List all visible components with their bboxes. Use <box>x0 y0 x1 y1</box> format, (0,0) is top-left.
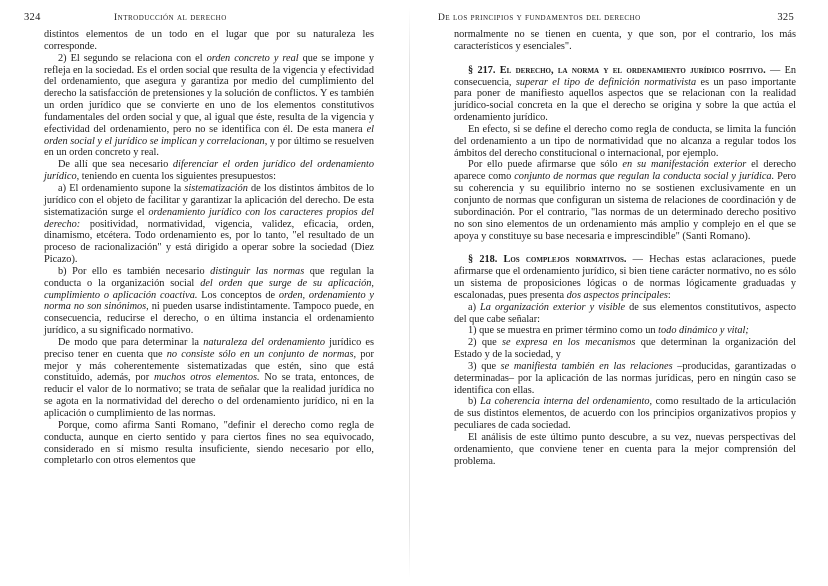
text-run: Los conceptos de <box>197 289 279 301</box>
emphasis-text: diferenciar el orden jurídico del ordenamiento jurídico <box>44 159 375 183</box>
text-run: a) <box>468 301 481 313</box>
text-run: 1) que se muestra en primer término como un <box>468 325 659 337</box>
paragraph <box>44 420 374 467</box>
paragraph <box>454 396 796 432</box>
right-page-header <box>438 11 794 25</box>
emphasis-text: se manifiesta también en las relaciones <box>500 360 673 372</box>
paragraph <box>44 53 374 160</box>
text-run: positividad, normatividad, vigencia, validez, eficacia, orden, dinamismo, etcétera. Todo ordenamiento es, por lo tanto, "el resultado de un proceso de racionalización" y está dirigido a operar sobre la sociedad (Diez Picazo). <box>44 218 374 266</box>
emphasis-text: no consiste sólo en un conjunto de normas, <box>166 348 357 360</box>
paragraph <box>454 325 796 337</box>
right-running-head: De los principios y fundamentos del derecho <box>438 13 641 23</box>
emphasis-text: naturaleza del ordenamiento <box>203 336 325 348</box>
paragraph <box>44 159 374 183</box>
paragraph <box>454 302 796 326</box>
emphasis-text: orden, ordenamiento y norma no son sinónimos, <box>44 289 374 313</box>
right-page <box>414 0 828 586</box>
paragraph <box>454 159 796 242</box>
paragraph <box>454 361 796 397</box>
text-run: 2) que <box>468 337 503 349</box>
text-run: b) <box>468 396 481 408</box>
section-217-heading-paragraph <box>454 65 796 124</box>
text-run: De allí que sea necesario <box>58 159 173 171</box>
emphasis-text: ordenamiento jurídico con los caracteres propios del derecho: <box>44 206 375 230</box>
text-run: Pero su coherencia y su equilibrio interno no se sostienen exclusivamente en un conjunto de normas que configuran un sistema de relaciones de coordinación y de subordinación. Por el contrario, "las normas de un determinado derecho positivo no son sino elementos de un ordenamiento más amplio y complejo en el que se apoya y constituye su base necesaria e imprescindible" (Santi Romano). <box>454 171 796 242</box>
text-run: de los distintos ámbitos de lo jurídico con el objeto de facilitar y garantizar la aplicación del derecho. De esta sistematización surge el <box>44 182 374 218</box>
text-run: b) Por ello es también necesario <box>58 265 211 277</box>
emphasis-text: todo dinámico y vital; <box>658 325 749 337</box>
emphasis-text: orden concreto y real <box>206 52 299 64</box>
section-heading: § 218. Los complejos normativos. <box>468 254 627 266</box>
text-run: normalmente no se tienen en cuenta, y que son, por el contrario, los más característicos y esenciales". <box>454 29 796 52</box>
text-run: — En consecuencia, <box>454 64 797 88</box>
left-running-head: Introducción al derecho <box>114 13 227 23</box>
text-run: , y por último se resuelven en un orden concreto y real. <box>44 135 374 159</box>
emphasis-text: sistematización <box>184 182 248 194</box>
paragraph <box>44 29 374 53</box>
paragraph <box>454 29 796 53</box>
text-run: a) El ordenamiento supone la <box>58 182 185 194</box>
paragraph <box>454 337 796 361</box>
left-page-number: 324 <box>24 12 41 23</box>
emphasis-text: distinguir las normas <box>210 265 305 277</box>
text-run: 3) que <box>468 360 501 372</box>
text-run: por mejor y más coherentemente sistematizadas que estén, sino que está constituido, además, por <box>44 348 374 384</box>
paragraph <box>454 432 796 468</box>
text-run: , teniendo en cuenta los siguientes presupuestos: <box>76 171 276 183</box>
emphasis-text: del orden que surge de su aplicación, cumplimiento o aplicación coactiva. <box>44 277 374 301</box>
text-run: que regulan la conducta o la organización social <box>44 265 375 289</box>
text-run: 2) El segundo se relaciona con el <box>58 52 207 64</box>
paragraph <box>44 337 374 420</box>
book-gutter <box>409 8 410 578</box>
text-run: Por ello puede afirmarse que sólo <box>468 159 623 171</box>
paragraph <box>454 124 796 160</box>
emphasis-text: conjunto de normas que regulan la conducta social y jurídica. <box>514 171 775 183</box>
emphasis-text: muchos otros elementos. <box>153 372 260 384</box>
emphasis-text: dos aspectos principales <box>566 289 668 301</box>
text-run: como resultado de la articulación de sus distintos elementos, de acuerdo con los principios organizativos propios y peculiares de cada sociedad. <box>454 396 796 432</box>
text-run: Porque, como afirma Santi Romano, "definir el derecho como regla de conducta, aunque en cierto sentido y para ciertos fines no sea equivocado, considerado en sí mismo resulta insuficiente, siendo necesario por ello, completarlo con otros elementos que <box>44 419 374 467</box>
text-run: En efecto, si se define el derecho como regla de conducta, se limita la función del ordenamiento a un tipo de normatividad que no alcanza a regular todos los ámbitos del derecho constitucional o internacional, por ejemplo. <box>454 123 796 159</box>
emphasis-text: superar el tipo de definición normativista <box>515 76 697 88</box>
text-run: ni pueden usarse indistintamente. Tampoco puede, en consecuencia, reducirse el derecho, o en última instancia el ordenamiento jurídico, a su significado normativo. <box>44 301 374 337</box>
left-page-body <box>44 29 374 467</box>
paragraph <box>44 183 374 266</box>
text-run: de sus elementos constitutivos, aspecto del que cabe señalar: <box>454 301 796 325</box>
text-run: : <box>667 289 671 301</box>
text-run: que determinan la organización del Estado y de la sociedad, y <box>454 337 796 361</box>
section-218-heading-paragraph <box>454 254 796 301</box>
emphasis-text: se expresa en los mecanismos <box>502 337 636 349</box>
emphasis-text: en su manifestación exterior <box>622 159 747 171</box>
emphasis-text: el orden social y el jurídico se implican y correlacionan <box>44 123 374 147</box>
emphasis-text: La organización exterior y visible <box>480 301 626 313</box>
text-run: que se impone y refleja en la sociedad. Es el orden social que resulta de la vigencia y efectividad del ordenamiento, que asegura y garantiza por medio del cumplimiento del derecho la satisfacción de pretensiones y la solución de conflictos. Y es también un orden jurídico que se convierte en uno de los elementos constitutivos fundamentales del orden social y que, al igual que éste, resulta de la vigencia y efectividad del ordenamiento, pero no se identifica con él. De esta manera <box>44 52 375 135</box>
text-run: — Hechas estas aclaraciones, puede afirmarse que el ordenamiento jurídico, si bien tiene carácter normativo, no es sólo un sistema de proposiciones lógicas o de normas lógicamente graduadas y escalonadas, pues presenta <box>454 254 796 301</box>
text-run: distintos elementos de un todo en el lugar que por su naturaleza les corresponde. <box>44 29 374 52</box>
text-run: es un paso importante para poner de manifiesto aquellos aspectos que se relacionan con la realidad jurídico-social concreta en la que el derecho se origina y sobre la que actúa el ordenamiento jurídico. <box>454 76 797 124</box>
paragraph <box>44 266 374 337</box>
emphasis-text: La coherencia interna del ordenamiento, <box>480 396 653 408</box>
right-page-number: 325 <box>777 12 794 23</box>
right-page-body <box>454 29 796 468</box>
text-run: No se trata, entonces, de reducir el valor de lo normativo; se trata de señalar que la realidad jurídica no se agota en la normatividad del derecho o del ordenamiento jurídico, ni en la aplicación o cumplimiento de las normas. <box>44 372 374 419</box>
section-heading: § 217. El derecho, la norma y el ordenamiento jurídico positivo. <box>468 64 766 76</box>
left-page-header <box>24 11 396 25</box>
text-run: De modo que para determinar la <box>58 336 204 348</box>
text-run: –producidas, garantizadas o determinadas– por la aplicación de las normas jurídicas, pero en ningún caso se identifica con ellas. <box>454 360 796 396</box>
text-run: el derecho aparece como <box>454 159 796 183</box>
text-run: jurídico es preciso tener en cuenta que <box>44 336 374 360</box>
text-run: El análisis de este último punto descubre, a su vez, nuevas perspectivas del ordenamiento, que conviene tener en cuenta para la mejor comprensión del problema. <box>454 432 796 467</box>
